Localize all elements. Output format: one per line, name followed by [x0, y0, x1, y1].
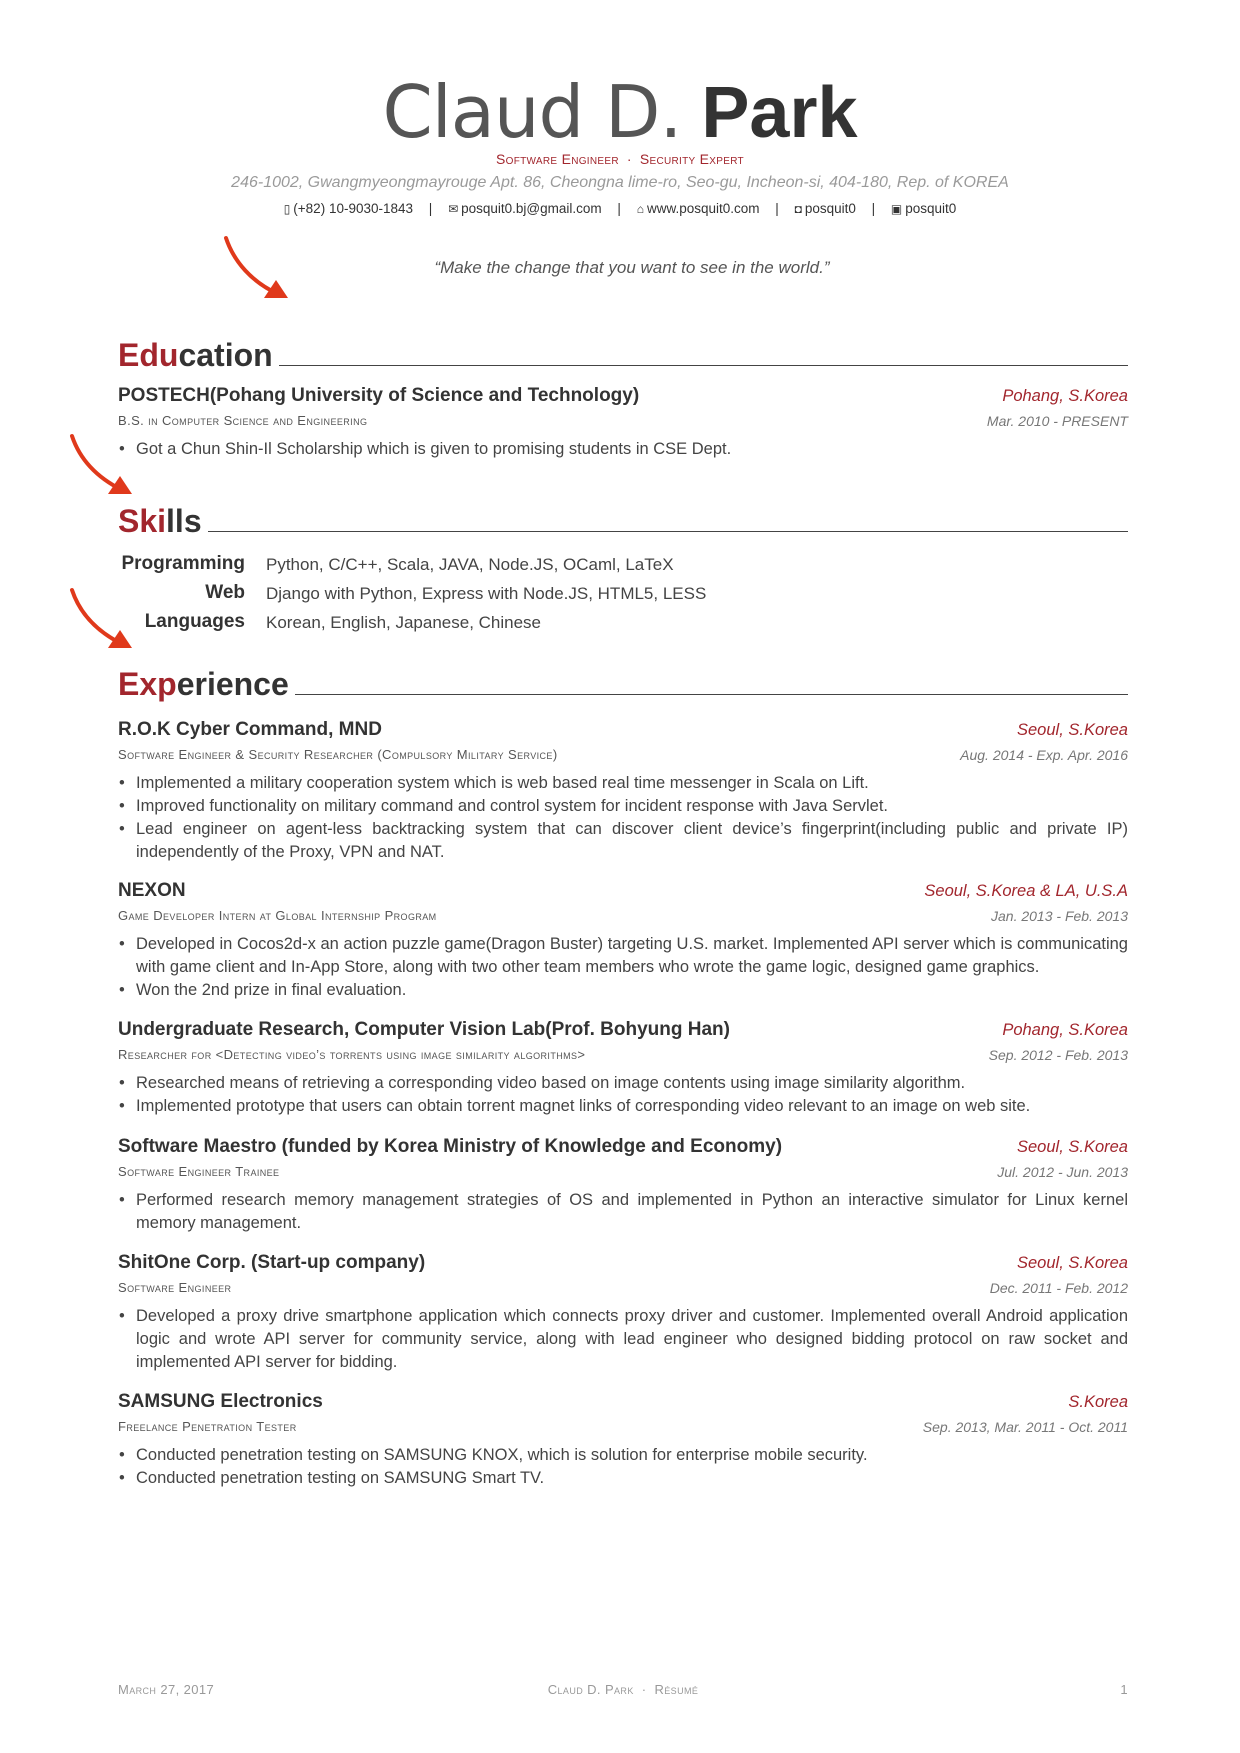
- entry-role: Software Engineer: [118, 1280, 232, 1295]
- contact-bar: [0, 201, 1240, 216]
- homepage-link[interactable]: www.posquit0.com: [646, 201, 760, 216]
- page-footer: [118, 1682, 1128, 1702]
- contact-divider: |: [617, 201, 621, 216]
- home-icon: ⌂: [636, 202, 644, 216]
- section-rule: [118, 531, 1128, 532]
- section-title: Education: [118, 335, 279, 375]
- contact-divider: |: [428, 201, 433, 216]
- position-software-engineer: Software Engineer: [496, 151, 619, 167]
- position-separator: ·: [626, 151, 632, 167]
- contact-divider: |: [775, 201, 779, 216]
- entry-item: • Developed a proxy drive smartphone application which connects proxy driver and customer. Implemented overall Android application logic and wrote API server for community service, along with lead engineer who designed bidding protocol on raw socket and implemented API server for bidding.: [136, 1305, 1128, 1374]
- entry-organization: NEXON: [118, 880, 186, 901]
- skill-row: [118, 582, 1128, 611]
- skill-row: [118, 611, 1128, 640]
- experience-entry: [118, 719, 1128, 864]
- skill-type: Programming: [121, 553, 245, 574]
- entry-role: Freelance Penetration Tester: [118, 1419, 297, 1434]
- entry-organization: SAMSUNG Electronics: [118, 1391, 323, 1412]
- skill-type: Languages: [144, 611, 245, 632]
- entry-item: • Developed in Cocos2d-x an action puzzle game(Dragon Buster) targeting U.S. market. Implemented API server which is communicating with game client and In-App Store, along with two other team members who wrote the game logic, designed game graphics.: [136, 933, 1128, 979]
- entry-location: Pohang, S.Korea: [1002, 1021, 1128, 1039]
- entry-role: Researcher for <Detecting video’s torrents using image similarity algorithms>: [118, 1047, 586, 1062]
- entry-date: Aug. 2014 - Exp. Apr. 2016: [960, 747, 1128, 763]
- entry-item: • Lead engineer on agent-less backtracking system that can discover client device’s fingerprint(including public and private IP) independently of the Proxy, VPN and NAT.: [136, 818, 1128, 864]
- entry-date: Dec. 2011 - Feb. 2012: [989, 1280, 1128, 1296]
- experience-entry: [118, 1136, 1128, 1235]
- skill-description: Korean, English, Japanese, Chinese: [266, 613, 542, 632]
- entry-location: Pohang, S.Korea: [1002, 387, 1128, 405]
- positions: [0, 151, 1240, 167]
- experience-entry: [118, 880, 1128, 1002]
- entry-item: • Improved functionality on military command and control system for incident response with Java Servlet.: [136, 795, 1128, 818]
- entry-item: • Implemented a military cooperation system which is web based real time messenger in Scala on Lift.: [136, 772, 1128, 795]
- address: 246-1002, Gwangmyeongmayrouge Apt. 86, Cheongna lime-ro, Seo-gu, Incheon-si, 404-180, Rep. of KOREA: [231, 174, 1009, 191]
- entry-organization: Software Maestro (funded by Korea Ministry of Knowledge and Economy): [118, 1136, 783, 1157]
- entry-item: • Performed research memory management strategies of OS and implemented in Python an interactive simulator for Linux kernel memory management.: [136, 1189, 1128, 1235]
- entry-item: • Won the 2nd prize in final evaluation.: [136, 979, 1128, 1002]
- skill-row: [118, 553, 1128, 582]
- section-education: [118, 335, 1128, 375]
- entry-location: Seoul, S.Korea & LA, U.S.A: [924, 882, 1128, 900]
- experience-entry: [118, 1019, 1128, 1118]
- envelope-icon: ✉: [448, 202, 459, 216]
- footer-doc: Résumé: [654, 1682, 699, 1697]
- footer-date: March 27, 2017: [118, 1682, 215, 1697]
- last-name: Park: [701, 73, 858, 153]
- skill-type: Web: [205, 582, 245, 603]
- quote: “Make the change that you want to see in the world.”: [434, 258, 830, 277]
- mobile-phone-icon: ▯: [283, 202, 291, 216]
- first-name: Claud D.: [382, 70, 682, 154]
- entry-location: Seoul, S.Korea: [1017, 1138, 1128, 1156]
- skill-description: Python, C/C++, Scala, JAVA, Node.JS, OCaml, LaTeX: [266, 555, 674, 574]
- footer-title: [118, 1682, 1128, 1697]
- section-title: Experience: [118, 664, 295, 704]
- entry-location: S.Korea: [1068, 1393, 1128, 1411]
- section-title: Skills: [118, 501, 208, 541]
- entry-role: Game Developer Intern at Global Internship Program: [118, 908, 437, 923]
- entry-date: Jul. 2012 - Jun. 2013: [997, 1164, 1128, 1180]
- entry-item: • Implemented prototype that users can obtain torrent magnet links of corresponding video relevant to an image on web site.: [136, 1095, 1128, 1118]
- footer-name: Claud D. Park: [547, 1682, 634, 1697]
- arrow-icon: [218, 232, 298, 304]
- entry-date: Sep. 2013, Mar. 2011 - Oct. 2011: [922, 1419, 1128, 1435]
- phone-number[interactable]: (+82) 10-9030-1843: [293, 201, 414, 216]
- github-icon: ◘: [794, 202, 802, 216]
- entry-organization: ShitOne Corp. (Start-up company): [118, 1252, 426, 1273]
- entry-date: Jan. 2013 - Feb. 2013: [991, 908, 1128, 924]
- entry-item: • Conducted penetration testing on SAMSUNG KNOX, which is solution for enterprise mobile security.: [136, 1444, 1128, 1467]
- linkedin-link[interactable]: posquit0: [905, 201, 957, 216]
- entry-organization: R.O.K Cyber Command, MND: [118, 719, 382, 740]
- entry-organization: Undergraduate Research, Computer Vision Lab(Prof. Bohyung Han): [118, 1019, 730, 1040]
- entry-item: • Conducted penetration testing on SAMSUNG Smart TV.: [136, 1467, 1128, 1490]
- experience-entry: [118, 1252, 1128, 1374]
- section-skills: [118, 501, 1128, 541]
- contact-divider: |: [871, 201, 876, 216]
- experience-entry: [118, 1391, 1128, 1490]
- entry-organization: POSTECH(Pohang University of Science and Technology): [118, 385, 640, 406]
- entry-role: B.S. in Computer Science and Engineering: [118, 413, 368, 428]
- entry-role: Software Engineer & Security Researcher (Compulsory Military Service): [118, 747, 558, 762]
- candidate-name: [0, 70, 1240, 154]
- github-link[interactable]: posquit0: [804, 201, 856, 216]
- entry-location: Seoul, S.Korea: [1017, 721, 1128, 739]
- entry-location: Seoul, S.Korea: [1017, 1254, 1128, 1272]
- position-security-expert: Security Expert: [639, 151, 744, 167]
- linkedin-icon: ▣: [890, 202, 903, 216]
- skills-table: [118, 553, 1128, 640]
- skill-description: Django with Python, Express with Node.JS, HTML5, LESS: [266, 584, 707, 603]
- entry-date: Sep. 2012 - Feb. 2013: [988, 1047, 1128, 1063]
- section-experience: [118, 664, 1128, 704]
- page-number: 1: [1120, 1682, 1128, 1697]
- entry-role: Software Engineer Trainee: [118, 1164, 280, 1179]
- entry-item: • Researched means of retrieving a corresponding video based on image contents using image similarity algorithm.: [136, 1072, 1128, 1095]
- entry-date: Mar. 2010 - PRESENT: [986, 413, 1128, 429]
- footer-separator: ·: [641, 1682, 647, 1697]
- email-link[interactable]: posquit0.bj@gmail.com: [461, 201, 602, 216]
- entry-item: • Got a Chun Shin-Il Scholarship which is given to promising students in CSE Dept.: [136, 438, 1128, 461]
- education-entry: [118, 385, 1128, 461]
